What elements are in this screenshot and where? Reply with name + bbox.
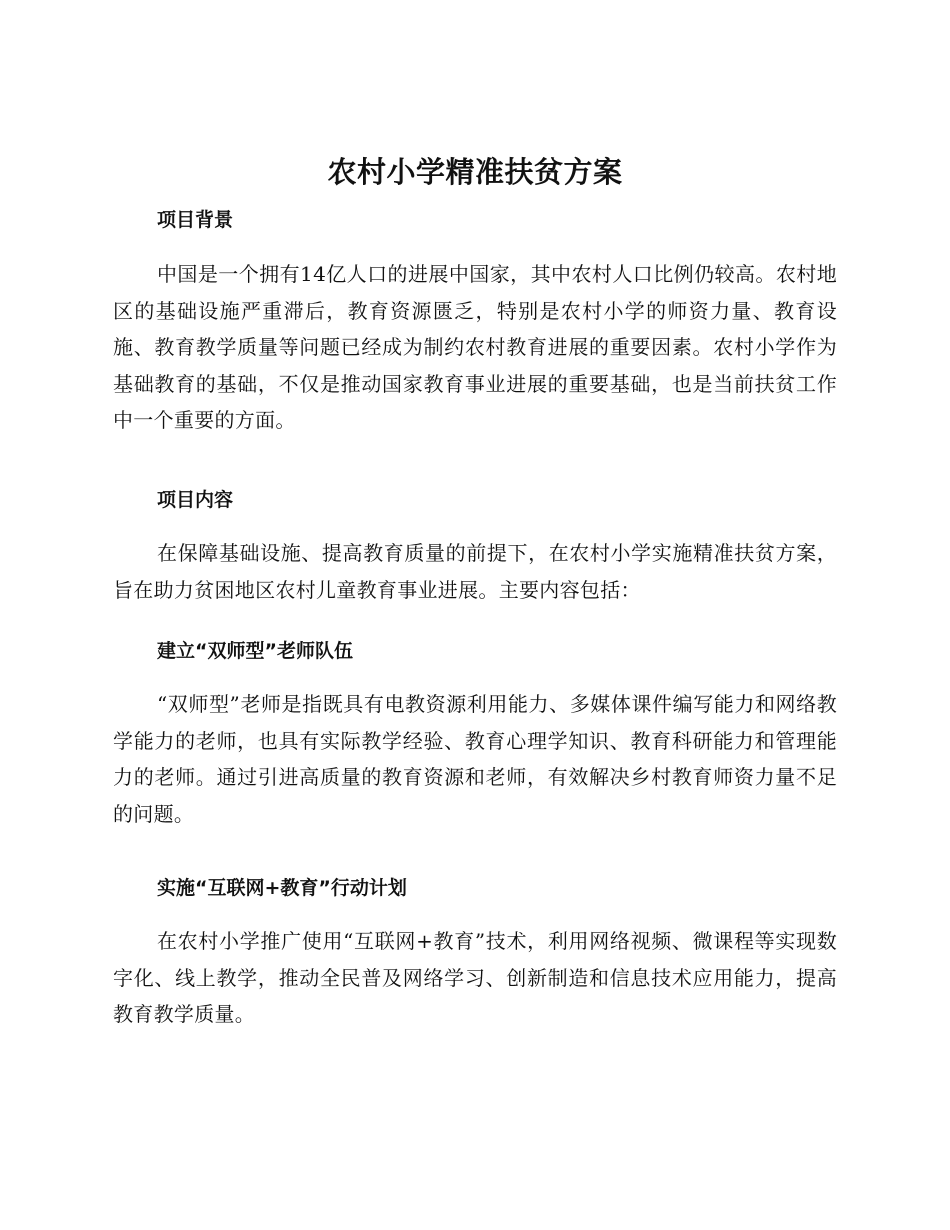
section-heading-internet-education: 实施“互联网+教育”行动计划	[157, 877, 407, 899]
document-title: 农村小学精准扶贫方案	[327, 155, 623, 189]
section-paragraph-background: 中国是一个拥有14亿人口的进展中国家，其中农村人口比例仍较高。农村地区的基础设施严重滞后，教育资源匮乏，特别是农村小学的师资力量、教育设施、教育教学质量等问题已经成为制约农村教育进展的重要因素。农村小学作为基础教育的基础，不仅是推动国家教育事业进展的重要基础，也是当前扶贫工作中一个重要的方面。	[113, 262, 837, 432]
section-paragraph-content: 在保障基础设施、提高教育质量的前提下，在农村小学实施精准扶贫方案，旨在助力贫困地区农村儿童教育事业进展。主要内容包括：	[113, 541, 837, 602]
section-heading-background: 项目背景	[157, 209, 234, 231]
section-heading-content: 项目内容	[157, 489, 234, 511]
section-heading-dual-teacher: 建立“双师型”老师队伍	[157, 640, 353, 662]
section-paragraph-internet-education: 在农村小学推广使用“互联网+教育”技术，利用网络视频、微课程等实现数字化、线上教学，推动全民普及网络学习、创新制造和信息技术应用能力，提高教育教学质量。	[113, 929, 837, 1026]
section-paragraph-dual-teacher: “双师型”老师是指既具有电教资源利用能力、多媒体课件编写能力和网络教学能力的老师，也具有实际教学经验、教育心理学知识、教育科研能力和管理能力的老师。通过引进高质量的教育资源和老师，有效解决乡村教育师资力量不足的问题。	[113, 692, 837, 826]
